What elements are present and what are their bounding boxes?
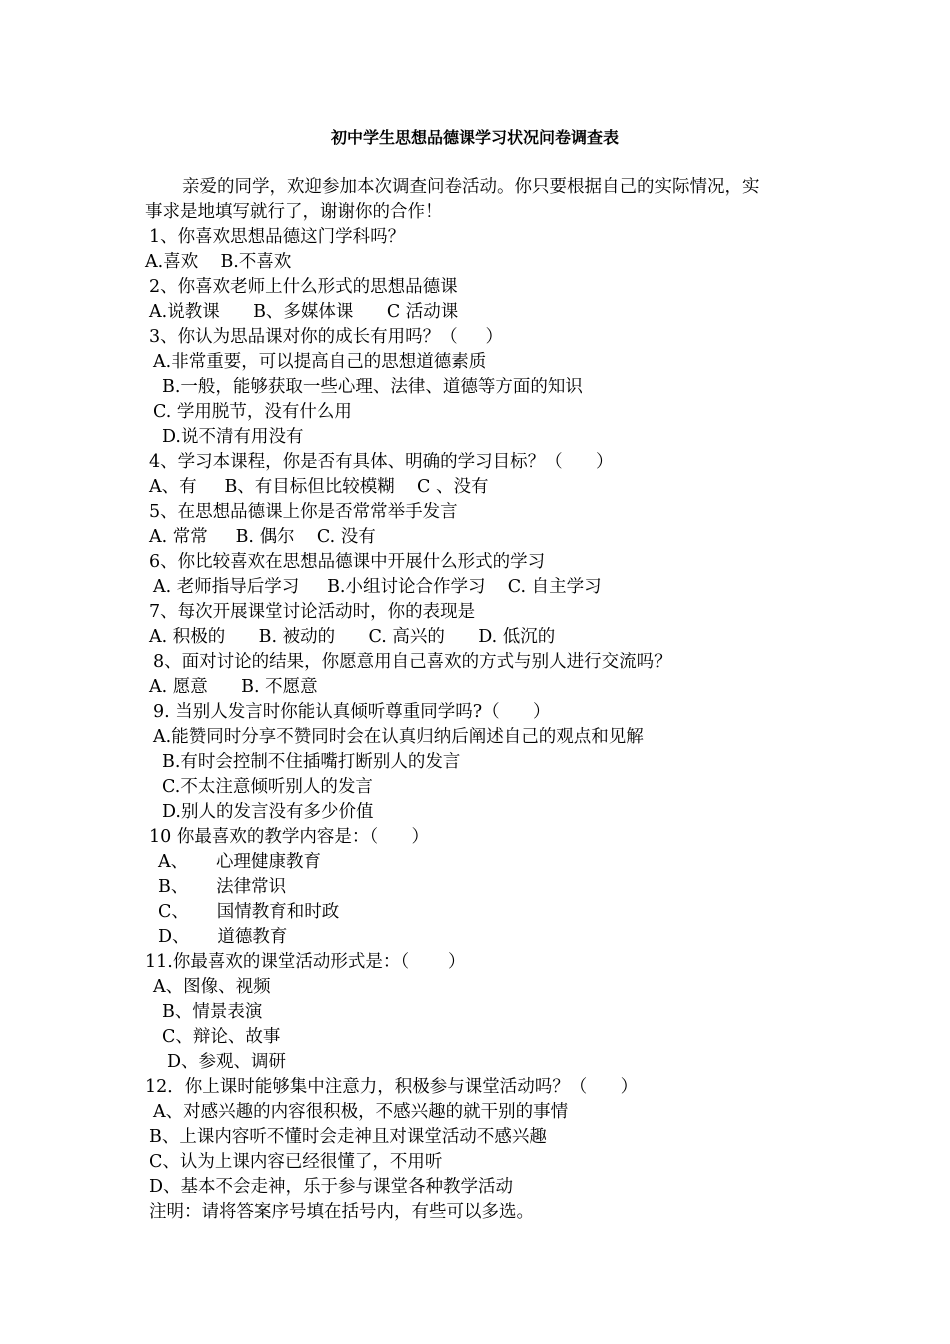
question-3: 3、你认为思品课对你的成长有用吗？（ ） [149, 327, 503, 347]
options-5: A. 常常 B. 偶尔 C. 没有 [149, 527, 376, 547]
option-10b: B、 法律常识 [158, 877, 287, 897]
option-11a: A、图像、视频 [153, 977, 271, 997]
option-10c: C、 国情教育和时政 [158, 902, 340, 922]
option-11d: D、参观、调研 [167, 1052, 287, 1072]
question-6: 6、你比较喜欢在思想品德课中开展什么形式的学习 [149, 552, 546, 572]
option-10a: A、 心理健康教育 [158, 852, 321, 872]
question-4: 4、学习本课程，你是否有具体、明确的学习目标？（ ） [149, 452, 614, 472]
question-5: 5、在思想品德课上你是否常常举手发言 [149, 502, 458, 522]
question-12: 12．你上课时能够集中注意力，积极参与课堂活动吗？（ ） [145, 1077, 639, 1097]
option-3a: A.非常重要，可以提高自己的思想道德素质 [153, 352, 487, 372]
option-11c: C、辩论、故事 [162, 1027, 281, 1047]
option-9c: C.不太注意倾听别人的发言 [162, 777, 373, 797]
option-3d: D.说不清有用没有 [162, 427, 304, 447]
document-title: 初中学生思想品德课学习状况问卷调查表 [330, 128, 619, 147]
options-6: A. 老师指导后学习 B.小组讨论合作学习 C. 自主学习 [153, 577, 602, 597]
options-7: A. 积极的 B. 被动的 C. 高兴的 D. 低沉的 [149, 627, 556, 647]
question-7: 7、每次开展课堂讨论活动时，你的表现是 [149, 602, 476, 622]
options-8: A. 愿意 B. 不愿意 [149, 677, 318, 697]
option-3c: C. 学用脱节，没有什么用 [153, 402, 352, 422]
options-2: A.说教课 B、多媒体课 C 活动课 [149, 302, 459, 322]
option-12d: D、基本不会走神，乐于参与课堂各种教学活动 [149, 1177, 514, 1197]
option-9a: A.能赞同时分享不赞同时会在认真归纳后阐述自己的观点和见解 [153, 727, 644, 747]
intro-line-2: 事求是地填写就行了，谢谢你的合作！ [145, 202, 443, 222]
question-9: 9. 当别人发言时你能认真倾听尊重同学吗?（ ） [153, 702, 551, 722]
option-12c: C、认为上课内容已经很懂了，不用听 [149, 1152, 443, 1172]
option-12a: A、对感兴趣的内容很积极，不感兴趣的就干别的事情 [153, 1102, 569, 1122]
intro-line-1: 亲爱的同学，欢迎参加本次调查问卷活动。你只要根据自己的实际情况，实 [182, 177, 760, 197]
options-1: A.喜欢 B.不喜欢 [145, 252, 292, 272]
footnote: 注明：请将答案序号填在括号内，有些可以多选。 [149, 1202, 534, 1222]
option-9d: D.别人的发言没有多少价值 [162, 802, 374, 822]
option-9b: B.有时会控制不住插嘴打断别人的发言 [162, 752, 461, 772]
options-4: A、有 B、有目标但比较模糊 C 、没有 [149, 477, 489, 497]
question-11: 11.你最喜欢的课堂活动形式是：（ ） [145, 952, 466, 972]
option-12b: B、上课内容听不懂时会走神且对课堂活动不感兴趣 [149, 1127, 547, 1147]
option-3b: B.一般，能够获取一些心理、法律、道德等方面的知识 [162, 377, 583, 397]
question-1: 1、你喜欢思想品德这门学科吗？ [149, 227, 406, 247]
question-10: 10 你最喜欢的教学内容是：（ ） [149, 827, 429, 847]
option-10d: D、 道德教育 [158, 927, 288, 947]
option-11b: B、情景表演 [162, 1002, 263, 1022]
question-2: 2、你喜欢老师上什么形式的思想品德课 [149, 277, 458, 297]
question-8: 8、面对讨论的结果，你愿意用自己喜欢的方式与别人进行交流吗？ [153, 652, 672, 672]
